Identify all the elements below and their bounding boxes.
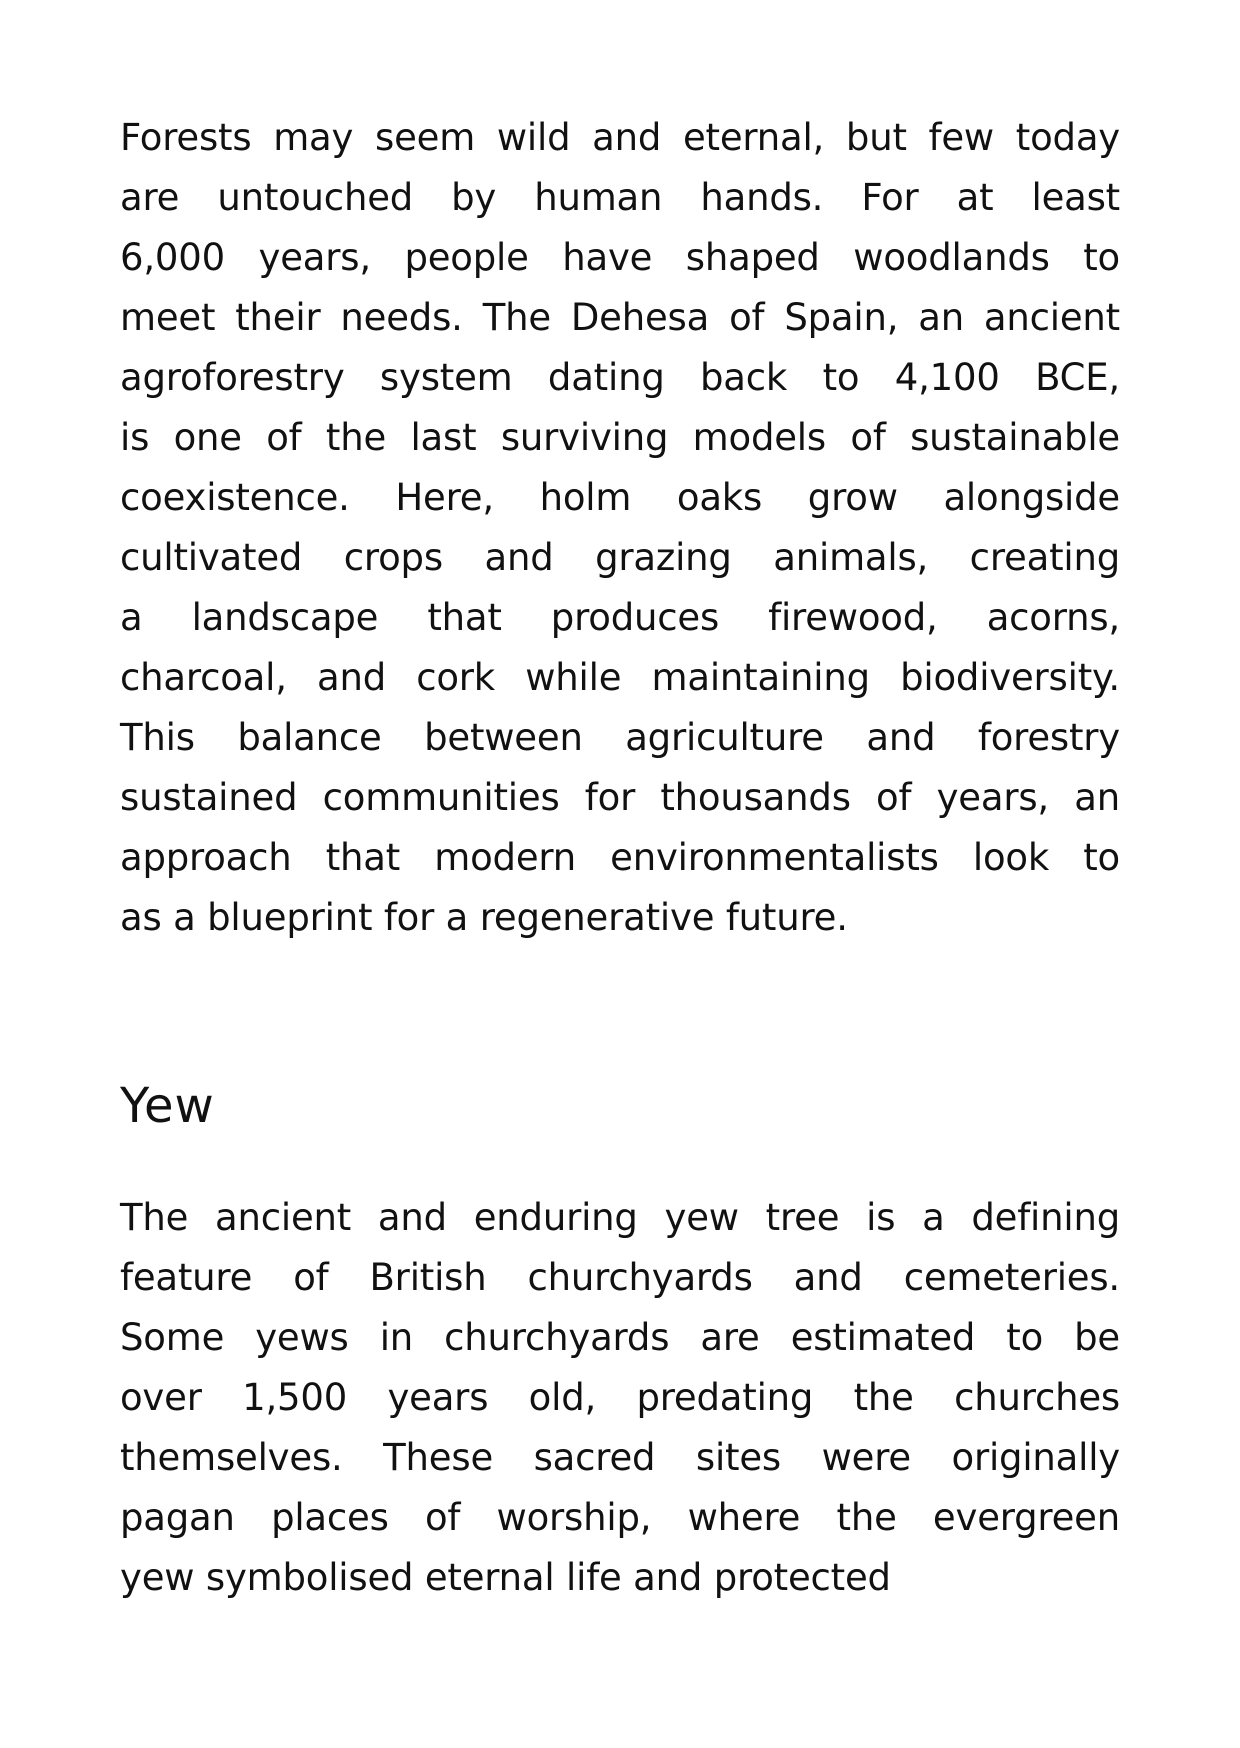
paragraph-line: coexistence. Here, holm oaks grow alongside bbox=[120, 476, 1120, 519]
paragraph-line: charcoal, and cork while maintaining biodiversity. bbox=[120, 656, 1120, 699]
paragraph-line: a landscape that produces firewood, acorns, bbox=[120, 596, 1120, 639]
paragraph-line: The ancient and enduring yew tree is a defining bbox=[120, 1196, 1120, 1239]
paragraph-line: This balance between agriculture and forestry bbox=[120, 716, 1120, 759]
paragraph-line: 6,000 years, people have shaped woodlands to bbox=[120, 236, 1120, 279]
paragraph-line: over 1,500 years old, predating the churches bbox=[120, 1376, 1120, 1419]
paragraph-line: are untouched by human hands. For at least bbox=[120, 176, 1120, 219]
section-heading: Yew bbox=[120, 1078, 215, 1134]
paragraph-line: meet their needs. The Dehesa of Spain, an ancient bbox=[120, 296, 1120, 339]
intro-paragraph bbox=[120, 108, 1120, 948]
yew-paragraph bbox=[120, 1188, 1120, 1608]
paragraph-line: approach that modern environmentalists look to bbox=[120, 836, 1120, 879]
paragraph-line: feature of British churchyards and cemeteries. bbox=[120, 1256, 1120, 1299]
paragraph-line: Some yews in churchyards are estimated to be bbox=[120, 1316, 1120, 1359]
paragraph-line: agroforestry system dating back to 4,100 BCE, bbox=[120, 356, 1120, 399]
paragraph-line: cultivated crops and grazing animals, creating bbox=[120, 536, 1120, 579]
paragraph-line: yew symbolised eternal life and protected bbox=[120, 1556, 891, 1599]
paragraph-line: as a blueprint for a regenerative future. bbox=[120, 896, 848, 939]
paragraph-line: is one of the last surviving models of sustainable bbox=[120, 416, 1120, 459]
paragraph-line: Forests may seem wild and eternal, but few today bbox=[120, 116, 1120, 159]
paragraph-line: themselves. These sacred sites were originally bbox=[120, 1436, 1120, 1479]
paragraph-line: sustained communities for thousands of years, an bbox=[120, 776, 1120, 819]
paragraph-line: pagan places of worship, where the evergreen bbox=[120, 1496, 1120, 1539]
